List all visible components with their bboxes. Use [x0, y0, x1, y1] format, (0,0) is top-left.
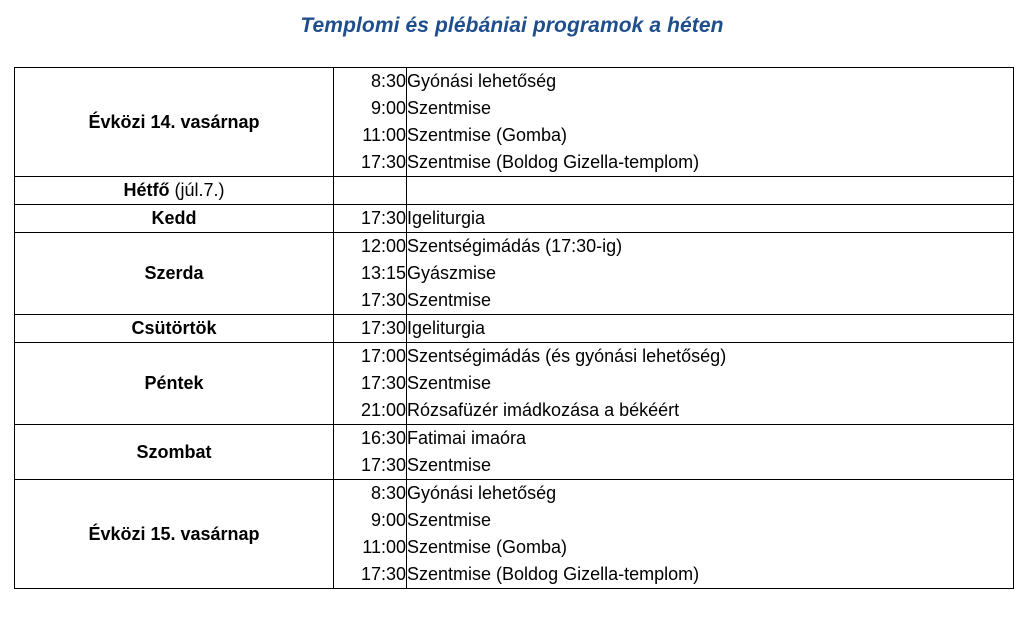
table-row: [15, 205, 1014, 233]
event-time: [334, 177, 407, 205]
event-time: 17:00: [334, 343, 407, 371]
event-time: 17:30: [334, 561, 407, 589]
event-time: 12:00: [334, 233, 407, 261]
day-name: Péntek: [144, 373, 204, 393]
day-name: Szerda: [144, 263, 204, 283]
schedule-table: [14, 67, 1014, 589]
event-time: 9:00: [334, 507, 407, 534]
event-time: 9:00: [334, 95, 407, 122]
event-label: Szentmise (Boldog Gizella-templom): [407, 561, 1014, 589]
event-time: 17:30: [334, 370, 407, 397]
event-label: Igeliturgia: [407, 205, 1014, 233]
day-name: Szombat: [136, 441, 212, 462]
event-time: 17:30: [334, 452, 407, 480]
event-label: Szentmise: [407, 370, 1014, 397]
event-label: Szentségimádás (17:30-ig): [407, 233, 1014, 261]
event-time: 17:30: [334, 149, 407, 177]
day-name: Hétfő: [123, 180, 170, 200]
day-cell: [15, 480, 334, 589]
event-time: 8:30: [334, 480, 407, 508]
event-label: Gyónási lehetőség: [407, 480, 1014, 508]
event-label: Szentmise (Boldog Gizella-templom): [407, 149, 1014, 177]
event-label: Fatimai imaóra: [407, 425, 1014, 453]
event-time: 8:30: [334, 68, 407, 96]
event-label: Szentmise (Gomba): [407, 534, 1014, 561]
day-cell: [15, 68, 334, 177]
event-label: Szentmise: [407, 507, 1014, 534]
day-name: Évközi 14. vasárnap: [88, 111, 260, 132]
day-name: Csütörtök: [131, 318, 217, 338]
page-title: Templomi és plébániai programok a héten: [300, 14, 724, 37]
day-cell: [15, 315, 334, 343]
event-label: Szentmise: [407, 287, 1014, 315]
event-label: Gyónási lehetőség: [407, 68, 1014, 96]
event-time: 11:00: [334, 534, 407, 561]
day-cell: [15, 177, 334, 205]
event-label: Rózsafüzér imádkozása a békéért: [407, 397, 1014, 425]
day-cell: [15, 205, 334, 233]
event-label: [407, 177, 1014, 205]
day-name: Kedd: [151, 208, 197, 228]
event-time: 16:30: [334, 425, 407, 453]
event-label: Szentmise: [407, 452, 1014, 480]
event-label: Gyászmise: [407, 260, 1014, 287]
table-row: [15, 68, 1014, 96]
day-cell: [15, 425, 334, 480]
event-label: Igeliturgia: [407, 315, 1014, 343]
table-row: [15, 343, 1014, 371]
event-label: Szentmise (Gomba): [407, 122, 1014, 149]
schedule-body: [15, 68, 1014, 589]
day-cell: [15, 233, 334, 315]
event-time: 11:00: [334, 122, 407, 149]
table-row: [15, 177, 1014, 205]
day-date-note: (júl.7.): [169, 180, 225, 200]
event-time: 17:30: [334, 315, 407, 343]
event-label: Szentségimádás (és gyónási lehetőség): [407, 343, 1014, 371]
day-cell: [15, 343, 334, 425]
event-time: 17:30: [334, 287, 407, 315]
day-name: Évközi 15. vasárnap: [88, 523, 260, 544]
event-label: Szentmise: [407, 95, 1014, 122]
event-time: 17:30: [334, 205, 407, 233]
table-row: [15, 480, 1014, 508]
table-row: [15, 233, 1014, 261]
event-time: 21:00: [334, 397, 407, 425]
table-row: [15, 315, 1014, 343]
table-row: [15, 425, 1014, 453]
event-time: 13:15: [334, 260, 407, 287]
